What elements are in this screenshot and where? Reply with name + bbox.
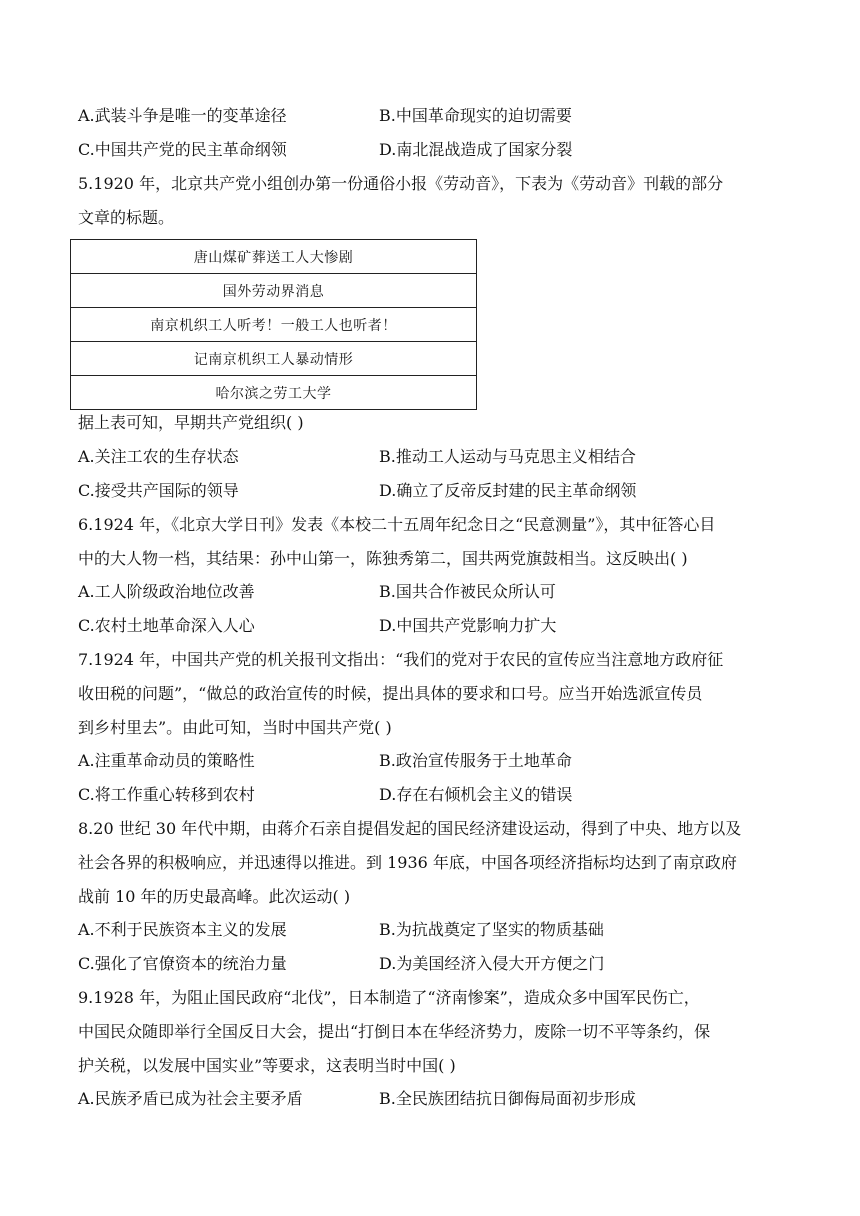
q5-table-row-2: 国外劳动界消息 [71,274,477,308]
q4-option-b: B.中国革命现实的迫切需要 [379,106,572,125]
q9-stem-line-3: 护关税，以发展中国实业”等要求，这表明当时中国( ) [78,1056,456,1075]
q5-option-c: C.接受共产国际的领导 [78,481,239,500]
q8-stem-line-2: 社会各界的积极响应，并迅速得以推进。到 1936 年底，中国各项经济指标均达到了南京政府 [78,853,737,872]
q9-option-a: A.民族矛盾已成为社会主要矛盾 [78,1089,303,1108]
q8-stem-line-1: 8.20 世纪 30 年代中期，由蒋介石亲自提倡发起的国民经济建设运动，得到了中央、地方以及 [78,819,742,838]
q9-stem-line-2: 中国民众随即举行全国反日大会，提出“打倒日本在华经济势力，废除一切不平等条约，保 [78,1022,711,1041]
q7-option-c: C.将工作重心转移到农村 [78,785,255,804]
q6-option-b: B.国共合作被民众所认可 [379,582,556,601]
q4-option-a: A.武装斗争是唯一的变革途径 [78,106,287,125]
q7-option-a: A.注重革命动员的策略性 [78,751,255,770]
q6-stem-line-2: 中的大人物一档，其结果：孙中山第一，陈独秀第二，国共两党旗鼓相当。这反映出( ) [78,549,688,568]
q5-option-d: D.确立了反帝反封建的民主革命纲领 [379,481,637,500]
q5-table-row-4: 记南京机织工人暴动情形 [71,342,477,376]
q6-option-a: A.工人阶级政治地位改善 [78,582,255,601]
q7-option-d: D.存在右倾机会主义的错误 [379,785,573,804]
q5-question: 据上表可知，早期共产党组织( ) [78,413,304,432]
q5-table-row-5: 哈尔滨之劳工大学 [71,376,477,410]
q5-option-b: B.推动工人运动与马克思主义相结合 [379,447,636,466]
q5-option-a: A.关注工农的生存状态 [78,447,239,466]
q6-option-c: C.农村土地革命深入人心 [78,616,255,635]
q5-stem-line-1: 5.1920 年，北京共产党小组创办第一份通俗小报《劳动音》，下表为《劳动音》刊载的部分 [78,174,724,193]
q4-option-c: C.中国共产党的民主革命纲领 [78,140,287,159]
q7-stem-line-3: 到乡村里去”。由此可知，当时中国共产党( ) [78,718,392,737]
q5-headline-table [70,239,477,410]
q7-option-b: B.政治宣传服务于土地革命 [379,751,572,770]
q5-table-row-3: 南京机织工人听考！一般工人也听者！ [71,308,477,342]
q6-option-d: D.中国共产党影响力扩大 [379,616,557,635]
q4-option-d: D.南北混战造成了国家分裂 [379,140,573,159]
q5-stem-line-2: 文章的标题。 [78,208,175,227]
q5-table-row-1: 唐山煤矿葬送工人大惨剧 [71,240,477,274]
q6-stem-line-1: 6.1924 年，《北京大学日刊》发表《本校二十五周年纪念日之“民意测量”》，其中征答心目 [78,515,716,534]
q8-option-a: A.不利于民族资本主义的发展 [78,920,287,939]
q7-stem-line-2: 收田税的问题”，“做总的政治宣传的时候，提出具体的要求和口号。应当开始选派宣传员 [78,684,703,703]
q9-stem-line-1: 9.1928 年，为阻止国民政府“北伐”，日本制造了“济南惨案”，造成众多中国军民伤亡， [78,988,700,1007]
q8-stem-line-3: 战前 10 年的历史最高峰。此次运动( ) [78,887,351,906]
q8-option-b: B.为抗战奠定了坚实的物质基础 [379,920,604,939]
q8-option-d: D.为美国经济入侵大开方便之门 [379,954,605,973]
q8-option-c: C.强化了官僚资本的统治力量 [78,954,287,973]
q9-option-b: B.全民族团结抗日御侮局面初步形成 [379,1089,636,1108]
q7-stem-line-1: 7.1924 年，中国共产党的机关报刊文指出：“我们的党对于农民的宣传应当注意地方政府征 [78,650,724,669]
